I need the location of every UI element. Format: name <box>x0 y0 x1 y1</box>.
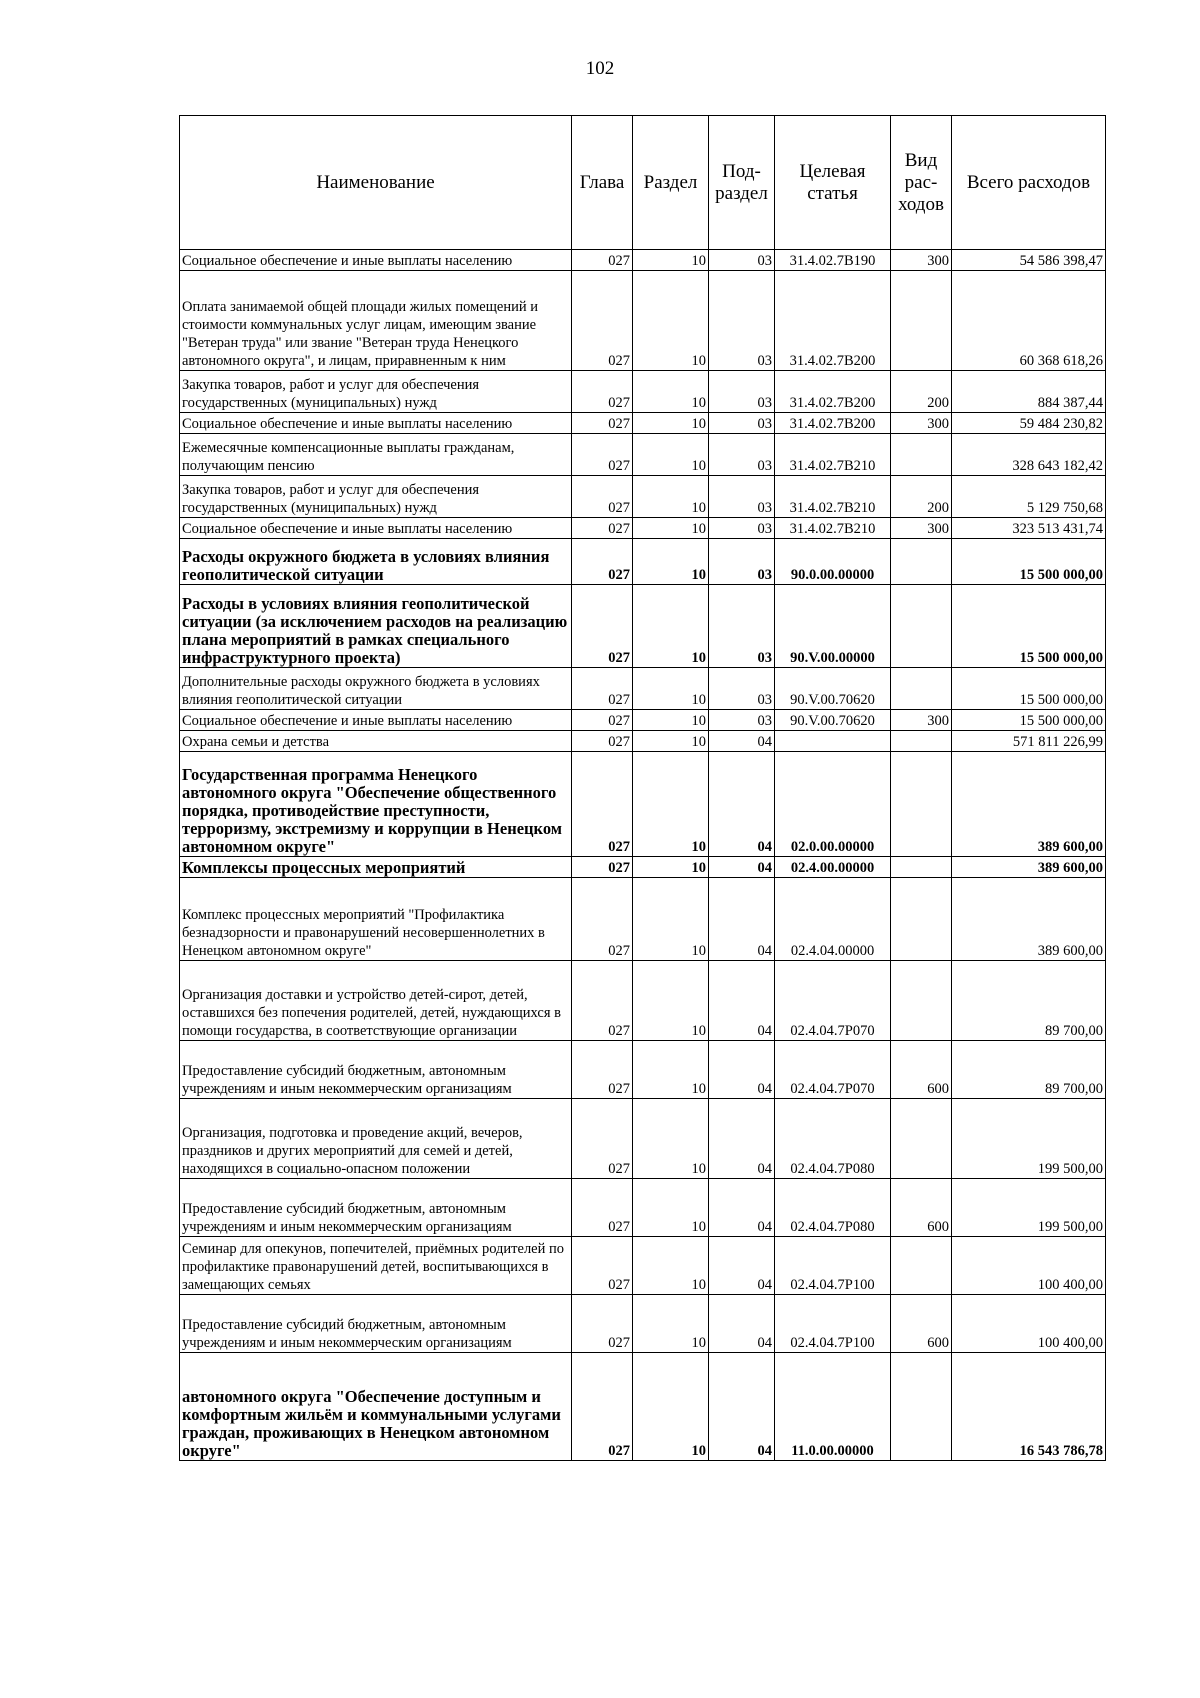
row-total: 389 600,00 <box>952 878 1106 961</box>
table-body <box>180 250 1106 1461</box>
row-chapter: 027 <box>572 250 633 271</box>
row-total: 884 387,44 <box>952 371 1106 413</box>
row-name: Оплата занимаемой общей площади жилых помещений и стоимости коммунальных услуг лицам, имеющим звание "Ветеран труда" или звание "Ветеран труда Ненецкого автономного округа", и лицам, приравненным к ним <box>180 271 572 371</box>
row-name: Организация доставки и устройство детей-сирот, детей, оставшихся без попечения родителей, детей, нуждающихся в помощи государства, в соответствующие организации <box>180 961 572 1041</box>
row-chapter: 027 <box>572 961 633 1041</box>
row-expense-type <box>891 585 952 668</box>
row-target-article: 02.4.04.7Р080 <box>775 1099 891 1179</box>
row-chapter: 027 <box>572 857 633 878</box>
row-subsection: 03 <box>709 413 775 434</box>
row-expense-type <box>891 961 952 1041</box>
row-expense-type <box>891 857 952 878</box>
row-subsection: 04 <box>709 1179 775 1237</box>
row-chapter: 027 <box>572 731 633 752</box>
row-subsection: 03 <box>709 271 775 371</box>
row-name: Расходы в условиях влияния геополитической ситуации (за исключением расходов на реализацию плана мероприятий в рамках специального инфраструктурного проекта) <box>180 585 572 668</box>
row-name: Ежемесячные компенсационные выплаты гражданам, получающим пенсию <box>180 434 572 476</box>
row-total: 59 484 230,82 <box>952 413 1106 434</box>
table-row <box>180 585 1106 668</box>
row-expense-type <box>891 752 952 857</box>
row-target-article: 90.0.00.00000 <box>775 539 891 585</box>
row-total: 389 600,00 <box>952 752 1106 857</box>
row-target-article: 02.4.04.00000 <box>775 878 891 961</box>
row-expense-type: 600 <box>891 1295 952 1353</box>
row-expense-type <box>891 434 952 476</box>
row-chapter: 027 <box>572 1041 633 1099</box>
row-name: Организация, подготовка и проведение акций, вечеров, праздников и других мероприятий для семей и детей, находящихся в социально-опасном положении <box>180 1099 572 1179</box>
row-chapter: 027 <box>572 434 633 476</box>
row-subsection: 03 <box>709 539 775 585</box>
row-total: 199 500,00 <box>952 1179 1106 1237</box>
row-subsection: 03 <box>709 710 775 731</box>
row-name: Комплексы процессных мероприятий <box>180 857 572 878</box>
row-section: 10 <box>633 857 709 878</box>
row-target-article: 31.4.02.7В200 <box>775 271 891 371</box>
table-header-row <box>180 116 1106 250</box>
row-subsection: 04 <box>709 961 775 1041</box>
row-name: Охрана семьи и детства <box>180 731 572 752</box>
row-section: 10 <box>633 1353 709 1461</box>
row-target-article: 31.4.02.7В200 <box>775 371 891 413</box>
row-subsection: 03 <box>709 518 775 539</box>
row-name: Комплекс процессных мероприятий "Профилактика безнадзорности и правонарушений несовершеннолетних в Ненецком автономном округе" <box>180 878 572 961</box>
row-chapter: 027 <box>572 1295 633 1353</box>
row-subsection: 04 <box>709 1041 775 1099</box>
header-expense-type: Вид рас-ходов <box>891 116 952 250</box>
row-subsection: 04 <box>709 878 775 961</box>
page-number: 102 <box>585 58 615 79</box>
row-section: 10 <box>633 434 709 476</box>
table-row <box>180 668 1106 710</box>
table-row <box>180 539 1106 585</box>
row-name: Государственная программа Ненецкого автономного округа "Обеспечение общественного порядка, противодействие преступности, терроризму, экстремизму и коррупции в Ненецком автономном округе" <box>180 752 572 857</box>
row-total: 389 600,00 <box>952 857 1106 878</box>
row-expense-type: 200 <box>891 476 952 518</box>
row-section: 10 <box>633 585 709 668</box>
row-expense-type <box>891 668 952 710</box>
row-subsection: 04 <box>709 1099 775 1179</box>
row-subsection: 03 <box>709 371 775 413</box>
row-name: Социальное обеспечение и иные выплаты населению <box>180 250 572 271</box>
row-total: 328 643 182,42 <box>952 434 1106 476</box>
table-row <box>180 271 1106 371</box>
row-name: Предоставление субсидий бюджетным, автономным учреждениям и иным некоммерческим организациям <box>180 1041 572 1099</box>
row-target-article: 02.4.04.7Р100 <box>775 1295 891 1353</box>
row-name: автономного округа "Обеспечение доступным и комфортным жильём и коммунальными услугами граждан, проживающих в Ненецком автономном округе" <box>180 1353 572 1461</box>
row-chapter: 027 <box>572 413 633 434</box>
row-section: 10 <box>633 371 709 413</box>
row-subsection: 04 <box>709 752 775 857</box>
row-name: Дополнительные расходы окружного бюджета в условиях влияния геополитической ситуации <box>180 668 572 710</box>
row-expense-type: 300 <box>891 413 952 434</box>
table-row <box>180 413 1106 434</box>
row-total: 5 129 750,68 <box>952 476 1106 518</box>
table-row <box>180 1353 1106 1461</box>
row-subsection: 04 <box>709 731 775 752</box>
row-subsection: 04 <box>709 1353 775 1461</box>
row-subsection: 03 <box>709 476 775 518</box>
row-section: 10 <box>633 1237 709 1295</box>
row-target-article: 02.4.04.7Р070 <box>775 961 891 1041</box>
row-chapter: 027 <box>572 476 633 518</box>
row-section: 10 <box>633 518 709 539</box>
row-total: 199 500,00 <box>952 1099 1106 1179</box>
row-name: Семинар для опекунов, попечителей, приёмных родителей по профилактике правонарушений детей, воспитывающихся в замещающих семьях <box>180 1237 572 1295</box>
table-row <box>180 710 1106 731</box>
row-expense-type: 200 <box>891 371 952 413</box>
row-expense-type: 600 <box>891 1041 952 1099</box>
row-target-article: 11.0.00.00000 <box>775 1353 891 1461</box>
row-target-article <box>775 731 891 752</box>
row-target-article: 90.V.00.70620 <box>775 710 891 731</box>
row-chapter: 027 <box>572 371 633 413</box>
table-row <box>180 1237 1106 1295</box>
table-row <box>180 1179 1106 1237</box>
row-subsection: 03 <box>709 585 775 668</box>
row-subsection: 03 <box>709 250 775 271</box>
row-expense-type <box>891 731 952 752</box>
table-row <box>180 878 1106 961</box>
row-section: 10 <box>633 250 709 271</box>
row-chapter: 027 <box>572 585 633 668</box>
table-row <box>180 250 1106 271</box>
table-row <box>180 961 1106 1041</box>
row-target-article: 31.4.02.7В190 <box>775 250 891 271</box>
header-target: Целевая статья <box>775 116 891 250</box>
row-expense-type: 300 <box>891 518 952 539</box>
row-chapter: 027 <box>572 1099 633 1179</box>
row-name: Закупка товаров, работ и услуг для обеспечения государственных (муниципальных) нужд <box>180 476 572 518</box>
row-expense-type <box>891 1237 952 1295</box>
row-total: 100 400,00 <box>952 1237 1106 1295</box>
row-chapter: 027 <box>572 1237 633 1295</box>
table-row <box>180 1099 1106 1179</box>
row-section: 10 <box>633 1295 709 1353</box>
row-subsection: 04 <box>709 1295 775 1353</box>
row-target-article: 02.4.04.7Р100 <box>775 1237 891 1295</box>
row-total: 89 700,00 <box>952 1041 1106 1099</box>
header-total: Всего расходов <box>952 116 1106 250</box>
header-section: Раздел <box>633 116 709 250</box>
row-total: 100 400,00 <box>952 1295 1106 1353</box>
row-section: 10 <box>633 731 709 752</box>
row-chapter: 027 <box>572 518 633 539</box>
row-section: 10 <box>633 1041 709 1099</box>
table-row <box>180 434 1106 476</box>
row-expense-type: 300 <box>891 710 952 731</box>
row-total: 60 368 618,26 <box>952 271 1106 371</box>
row-section: 10 <box>633 271 709 371</box>
table-row <box>180 1041 1106 1099</box>
row-total: 54 586 398,47 <box>952 250 1106 271</box>
row-chapter: 027 <box>572 668 633 710</box>
row-chapter: 027 <box>572 539 633 585</box>
header-subsection: Под-раздел <box>709 116 775 250</box>
row-section: 10 <box>633 752 709 857</box>
row-expense-type <box>891 1099 952 1179</box>
row-expense-type <box>891 878 952 961</box>
row-target-article: 31.4.02.7В210 <box>775 518 891 539</box>
row-chapter: 027 <box>572 752 633 857</box>
row-name: Закупка товаров, работ и услуг для обеспечения государственных (муниципальных) нужд <box>180 371 572 413</box>
row-expense-type: 600 <box>891 1179 952 1237</box>
row-chapter: 027 <box>572 710 633 731</box>
row-name: Предоставление субсидий бюджетным, автономным учреждениям и иным некоммерческим организациям <box>180 1179 572 1237</box>
row-subsection: 03 <box>709 668 775 710</box>
row-section: 10 <box>633 710 709 731</box>
row-expense-type: 300 <box>891 250 952 271</box>
row-target-article: 02.4.00.00000 <box>775 857 891 878</box>
row-name: Расходы окружного бюджета в условиях влияния геополитической ситуации <box>180 539 572 585</box>
row-section: 10 <box>633 539 709 585</box>
row-expense-type <box>891 271 952 371</box>
table-row <box>180 518 1106 539</box>
row-name: Предоставление субсидий бюджетным, автономным учреждениям и иным некоммерческим организациям <box>180 1295 572 1353</box>
table-row <box>180 731 1106 752</box>
row-section: 10 <box>633 1099 709 1179</box>
header-chapter: Глава <box>572 116 633 250</box>
row-target-article: 90.V.00.70620 <box>775 668 891 710</box>
row-total: 15 500 000,00 <box>952 668 1106 710</box>
row-target-article: 31.4.02.7В210 <box>775 476 891 518</box>
row-chapter: 027 <box>572 1353 633 1461</box>
row-target-article: 90.V.00.00000 <box>775 585 891 668</box>
row-target-article: 31.4.02.7В200 <box>775 413 891 434</box>
row-section: 10 <box>633 668 709 710</box>
table-row <box>180 476 1106 518</box>
table-row <box>180 857 1106 878</box>
row-name: Социальное обеспечение и иные выплаты населению <box>180 413 572 434</box>
row-name: Социальное обеспечение и иные выплаты населению <box>180 518 572 539</box>
row-total: 15 500 000,00 <box>952 710 1106 731</box>
table-row <box>180 1295 1106 1353</box>
row-expense-type <box>891 539 952 585</box>
row-expense-type <box>891 1353 952 1461</box>
row-total: 323 513 431,74 <box>952 518 1106 539</box>
budget-table <box>179 115 1106 1461</box>
row-total: 16 543 786,78 <box>952 1353 1106 1461</box>
row-subsection: 04 <box>709 1237 775 1295</box>
row-section: 10 <box>633 1179 709 1237</box>
row-target-article: 02.0.00.00000 <box>775 752 891 857</box>
table-row <box>180 371 1106 413</box>
row-subsection: 04 <box>709 857 775 878</box>
row-subsection: 03 <box>709 434 775 476</box>
header-name: Наименование <box>180 116 572 250</box>
row-section: 10 <box>633 476 709 518</box>
row-total: 89 700,00 <box>952 961 1106 1041</box>
row-target-article: 31.4.02.7В210 <box>775 434 891 476</box>
row-section: 10 <box>633 413 709 434</box>
row-section: 10 <box>633 878 709 961</box>
row-name: Социальное обеспечение и иные выплаты населению <box>180 710 572 731</box>
row-section: 10 <box>633 961 709 1041</box>
row-chapter: 027 <box>572 878 633 961</box>
row-total: 571 811 226,99 <box>952 731 1106 752</box>
row-chapter: 027 <box>572 271 633 371</box>
row-target-article: 02.4.04.7Р080 <box>775 1179 891 1237</box>
table-row <box>180 752 1106 857</box>
row-target-article: 02.4.04.7Р070 <box>775 1041 891 1099</box>
row-total: 15 500 000,00 <box>952 539 1106 585</box>
row-chapter: 027 <box>572 1179 633 1237</box>
row-total: 15 500 000,00 <box>952 585 1106 668</box>
